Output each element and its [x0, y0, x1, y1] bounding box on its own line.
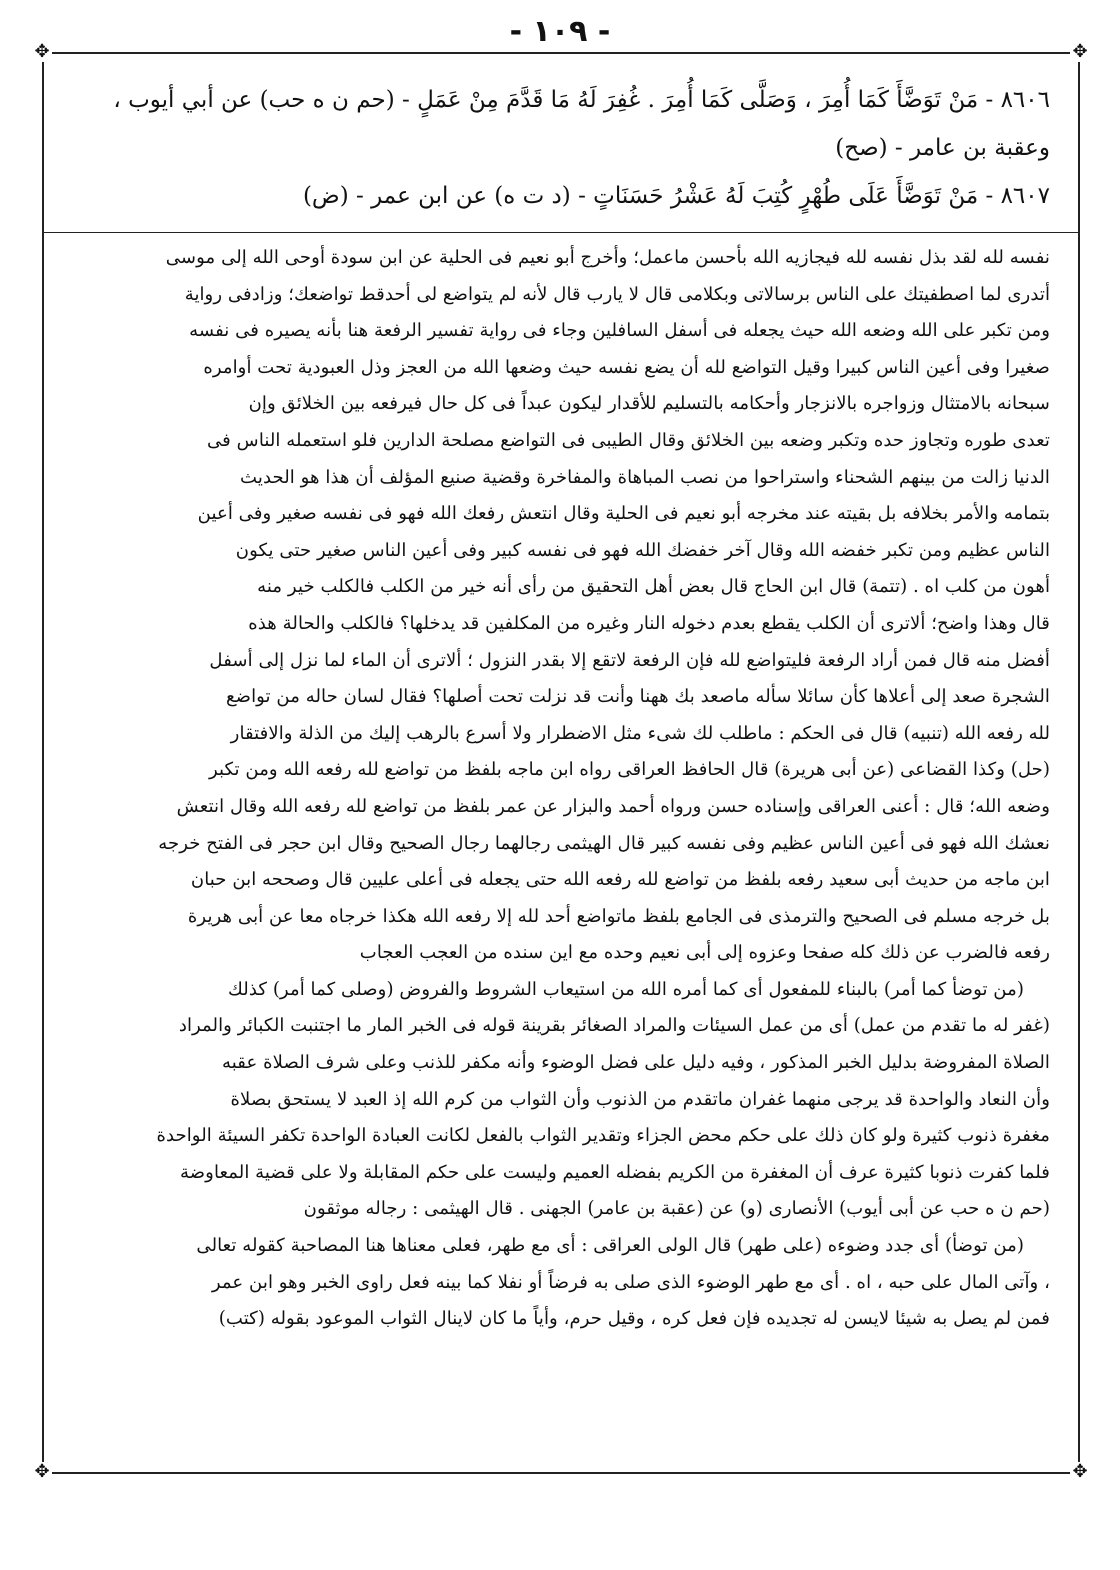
corner-ornament-icon: ✥	[1070, 42, 1090, 62]
commentary-line: الشجرة صعد إلى أعلاها كأن سائلا سأله ماصعد بك ههنا وأنت قد نزلت تحت أصلها؟ فقال لسان حاله من تواضع	[225, 686, 1050, 708]
commentary-line: ومن تكبر على الله وضعه الله حيث يجعله فى أسفل السافلين وجاء فى رواية تفسير الرفعة هنا بأنه يصيره فى نفسه	[189, 320, 1050, 342]
commentary-line: الصلاة المفروضة بدليل الخبر المذكور ، وفيه دليل على فضل الوضوء وأنه مكفر للذنب وعلى شرف الصلاة عقبه	[222, 1052, 1050, 1074]
corner-ornament-icon: ✥	[32, 42, 52, 62]
commentary-line: الناس عظيم ومن تكبر خفضه الله وقال آخر خفضك الله فهو فى نفسه كبير وفى أعين الناس صغير حتى يكون	[235, 539, 1050, 561]
commentary-line: (من توضأ) أى جدد وضوءه (على طهر) قال الولى العراقى : أى مع طهر، فعلى معناها هنا المصاحبة كقوله تعالى	[196, 1235, 1024, 1257]
text-separator-rule	[42, 232, 1080, 233]
commentary-line: فمن لم يصل به شيئا لايسن له تجديده فإن فعل كره ، وقيل حرم، وأياً ما كان لاينال الثواب الموعود بقوله (كتب)	[218, 1308, 1050, 1330]
commentary-line: رفعه فالضرب عن ذلك كله صفحا وعزوه إلى أبى نعيم وحده مع اين سنده من العجب العجاب	[359, 942, 1050, 964]
commentary-line: نفسه لله لقد بذل نفسه لله فيجازيه الله بأحسن ماعمل؛ وأخرج أبو نعيم فى الحلية عن ابن سودة أوحى الله إلى موسى	[165, 247, 1050, 268]
hadith-line: ٨٦٠٦ - مَنْ تَوَضَّأَ كَمَا أُمِرَ ، وَصَلَّى كَمَا أُمِرَ . غُفِرَ لَهُ مَا قَدَّمَ مِنْ عَمَلٍ - (حم ن ه حب) عن أبي أيوب ،	[113, 87, 1050, 113]
commentary-line: ، وآتى المال على حبه ، اه . أى مع طهر الوضوء الذى صلى به فرضاً أو نفلا كما بينه فعل راوى الخبر وهو ابن عمر	[211, 1271, 1050, 1293]
frame-top-rule	[42, 52, 1080, 54]
hadith-line: وعقبة بن عامر - (صح)	[835, 135, 1050, 161]
commentary-line: وأن النعاد والواحدة قد يرجى منهما غفران ماتقدم من الذنوب وأن الثواب من كرم الله إذ العبد لا يستحق بصلاة	[230, 1088, 1050, 1110]
commentary-line: أتدرى لما اصطفيتك على الناس برسالاتى وبكلامى قال لا يارب قال لأنه لم يتواضع لى أحدقط تواضعك؛ وزادفى رواية	[184, 283, 1050, 305]
commentary-line: بتمامه والأمر بخلافه بل بقيته عند مخرجه أبو نعيم فى الحلية وقال انتعش رفعك الله فهو فى نفسه صغير وفى أعين	[197, 503, 1050, 525]
commentary-line: (غفر له ما تقدم من عمل) أى من عمل السيئات والمراد الصغائر بقرينة قوله فى الخبر المار ما اجتنبت الكبائر والمراد	[178, 1015, 1050, 1037]
commentary-line: ابن ماجه من حديث أبى سعيد رفعه بلفظ من تواضع لله رفعه الله حتى يجعله فى أعلى عليين قال وصححه ابن حبان	[190, 869, 1050, 891]
commentary-line: أهون من كلب اه . (تتمة) قال ابن الحاج قال بعض أهل التحقيق من رأى أنه خير من الكلب فالكلب خير منه	[257, 576, 1050, 598]
commentary-line: فلما كفرت ذنوبا كثيرة عرف أن المغفرة من الكريم بفضله العميم وليست على حكم المقابلة ولا على قضية المعاوضة	[179, 1161, 1050, 1183]
commentary-line: سبحانه بالامتثال وزواجره بالانزجار وأحكامه بالتسليم للأقدار ليكون عبداً فى كل حال فيرفعه بين الخلائق وإن	[248, 393, 1050, 415]
commentary-line: أفضل منه قال فمن أراد الرفعة فليتواضع لله فإن الرفعة لاتقع إلا بقدر النزول ؛ ألاترى أن الماء لما نزل إلى أسفل	[209, 649, 1050, 671]
hadith-text-block	[70, 76, 1050, 220]
commentary-line: (من توضأ كما أمر) بالبناء للمفعول أى كما أمره الله من استيعاب الشروط والفروض (وصلى كما أمر) كذلك	[227, 978, 1024, 1000]
commentary-line: (حم ن ه حب عن أبى أيوب) الأنصارى (و) عن (عقبة بن عامر) الجهنى . قال الهيثمى : رجاله موثقون	[303, 1198, 1050, 1220]
commentary-line: قال وهذا واضح؛ ألاترى أن الكلب يقطع بعدم دخوله النار وغيره من المكلفين قد يدخلها؟ فالكلب والحالة هذه	[248, 612, 1050, 634]
frame-bottom-rule	[42, 1472, 1080, 1474]
corner-ornament-icon: ✥	[1070, 1462, 1090, 1482]
commentary-line: مغفرة ذنوب كثيرة ولو كان ذلك على حكم محض الجزاء وتقدير الثواب بالفعل لكانت العبادة الواحدة تكفر السيئة الواحدة	[156, 1125, 1050, 1147]
page-number: - ١٠٩ -	[509, 14, 611, 49]
commentary-block	[70, 240, 1050, 1338]
commentary-line: الدنيا زالت من بينهم الشحناء واستراحوا من نصب المباهاة والمفاخرة وقضية صنيع المؤلف أن هذا هو الحديث	[240, 466, 1050, 488]
commentary-line: صغيرا وفى أعين الناس كبيرا وقيل التواضع لله أن يضع نفسه حيث وضعها الله من العجز وذل العبودية تحت أوامره	[203, 356, 1050, 378]
commentary-line: لله رفعه الله (تنبيه) قال فى الحكم : ماطلب لك شىء مثل الاضطرار ولا أسرع بالرهب إليك من الذلة والافتقار	[230, 722, 1050, 744]
commentary-line: بل خرجه مسلم فى الصحيح والترمذى فى الجامع بلفظ ماتواضع أحد لله إلا رفعه الله هكذا خرجاه معا عن أبى هريرة	[187, 905, 1050, 927]
commentary-line: تعدى طوره وتجاوز حده وتكبر وضعه بين الخلائق وقال الطيبى فى التواضع مصلحة الدارين فلو استعمله الناس فى	[206, 429, 1050, 451]
commentary-line: نعشك الله فهو فى أعين الناس عظيم وفى نفسه كبير قال الهيثمى رجالهما رجال الصحيح وقال ابن حجر فى الفتح خرجه	[158, 832, 1050, 854]
commentary-line: (حل) وكذا القضاعى (عن أبى هريرة) قال الحافظ العراقى رواه ابن ماجه بلفظ من تواضع لله رفعه الله ومن تكبر	[208, 759, 1050, 781]
commentary-line: وضعه الله؛ قال : أعنى العراقى وإسناده حسن ورواه أحمد والبزار عن عمر بلفظ من تواضع لله رفعه الله وقال انتعش	[176, 795, 1050, 817]
corner-ornament-icon: ✥	[32, 1462, 52, 1482]
hadith-line: ٨٦٠٧ - مَنْ تَوَضَّأَ عَلَى طُهْرٍ كُتِبَ لَهُ عَشْرُ حَسَنَاتٍ - (د ت ه) عن ابن عمر - (ض)	[302, 183, 1050, 209]
